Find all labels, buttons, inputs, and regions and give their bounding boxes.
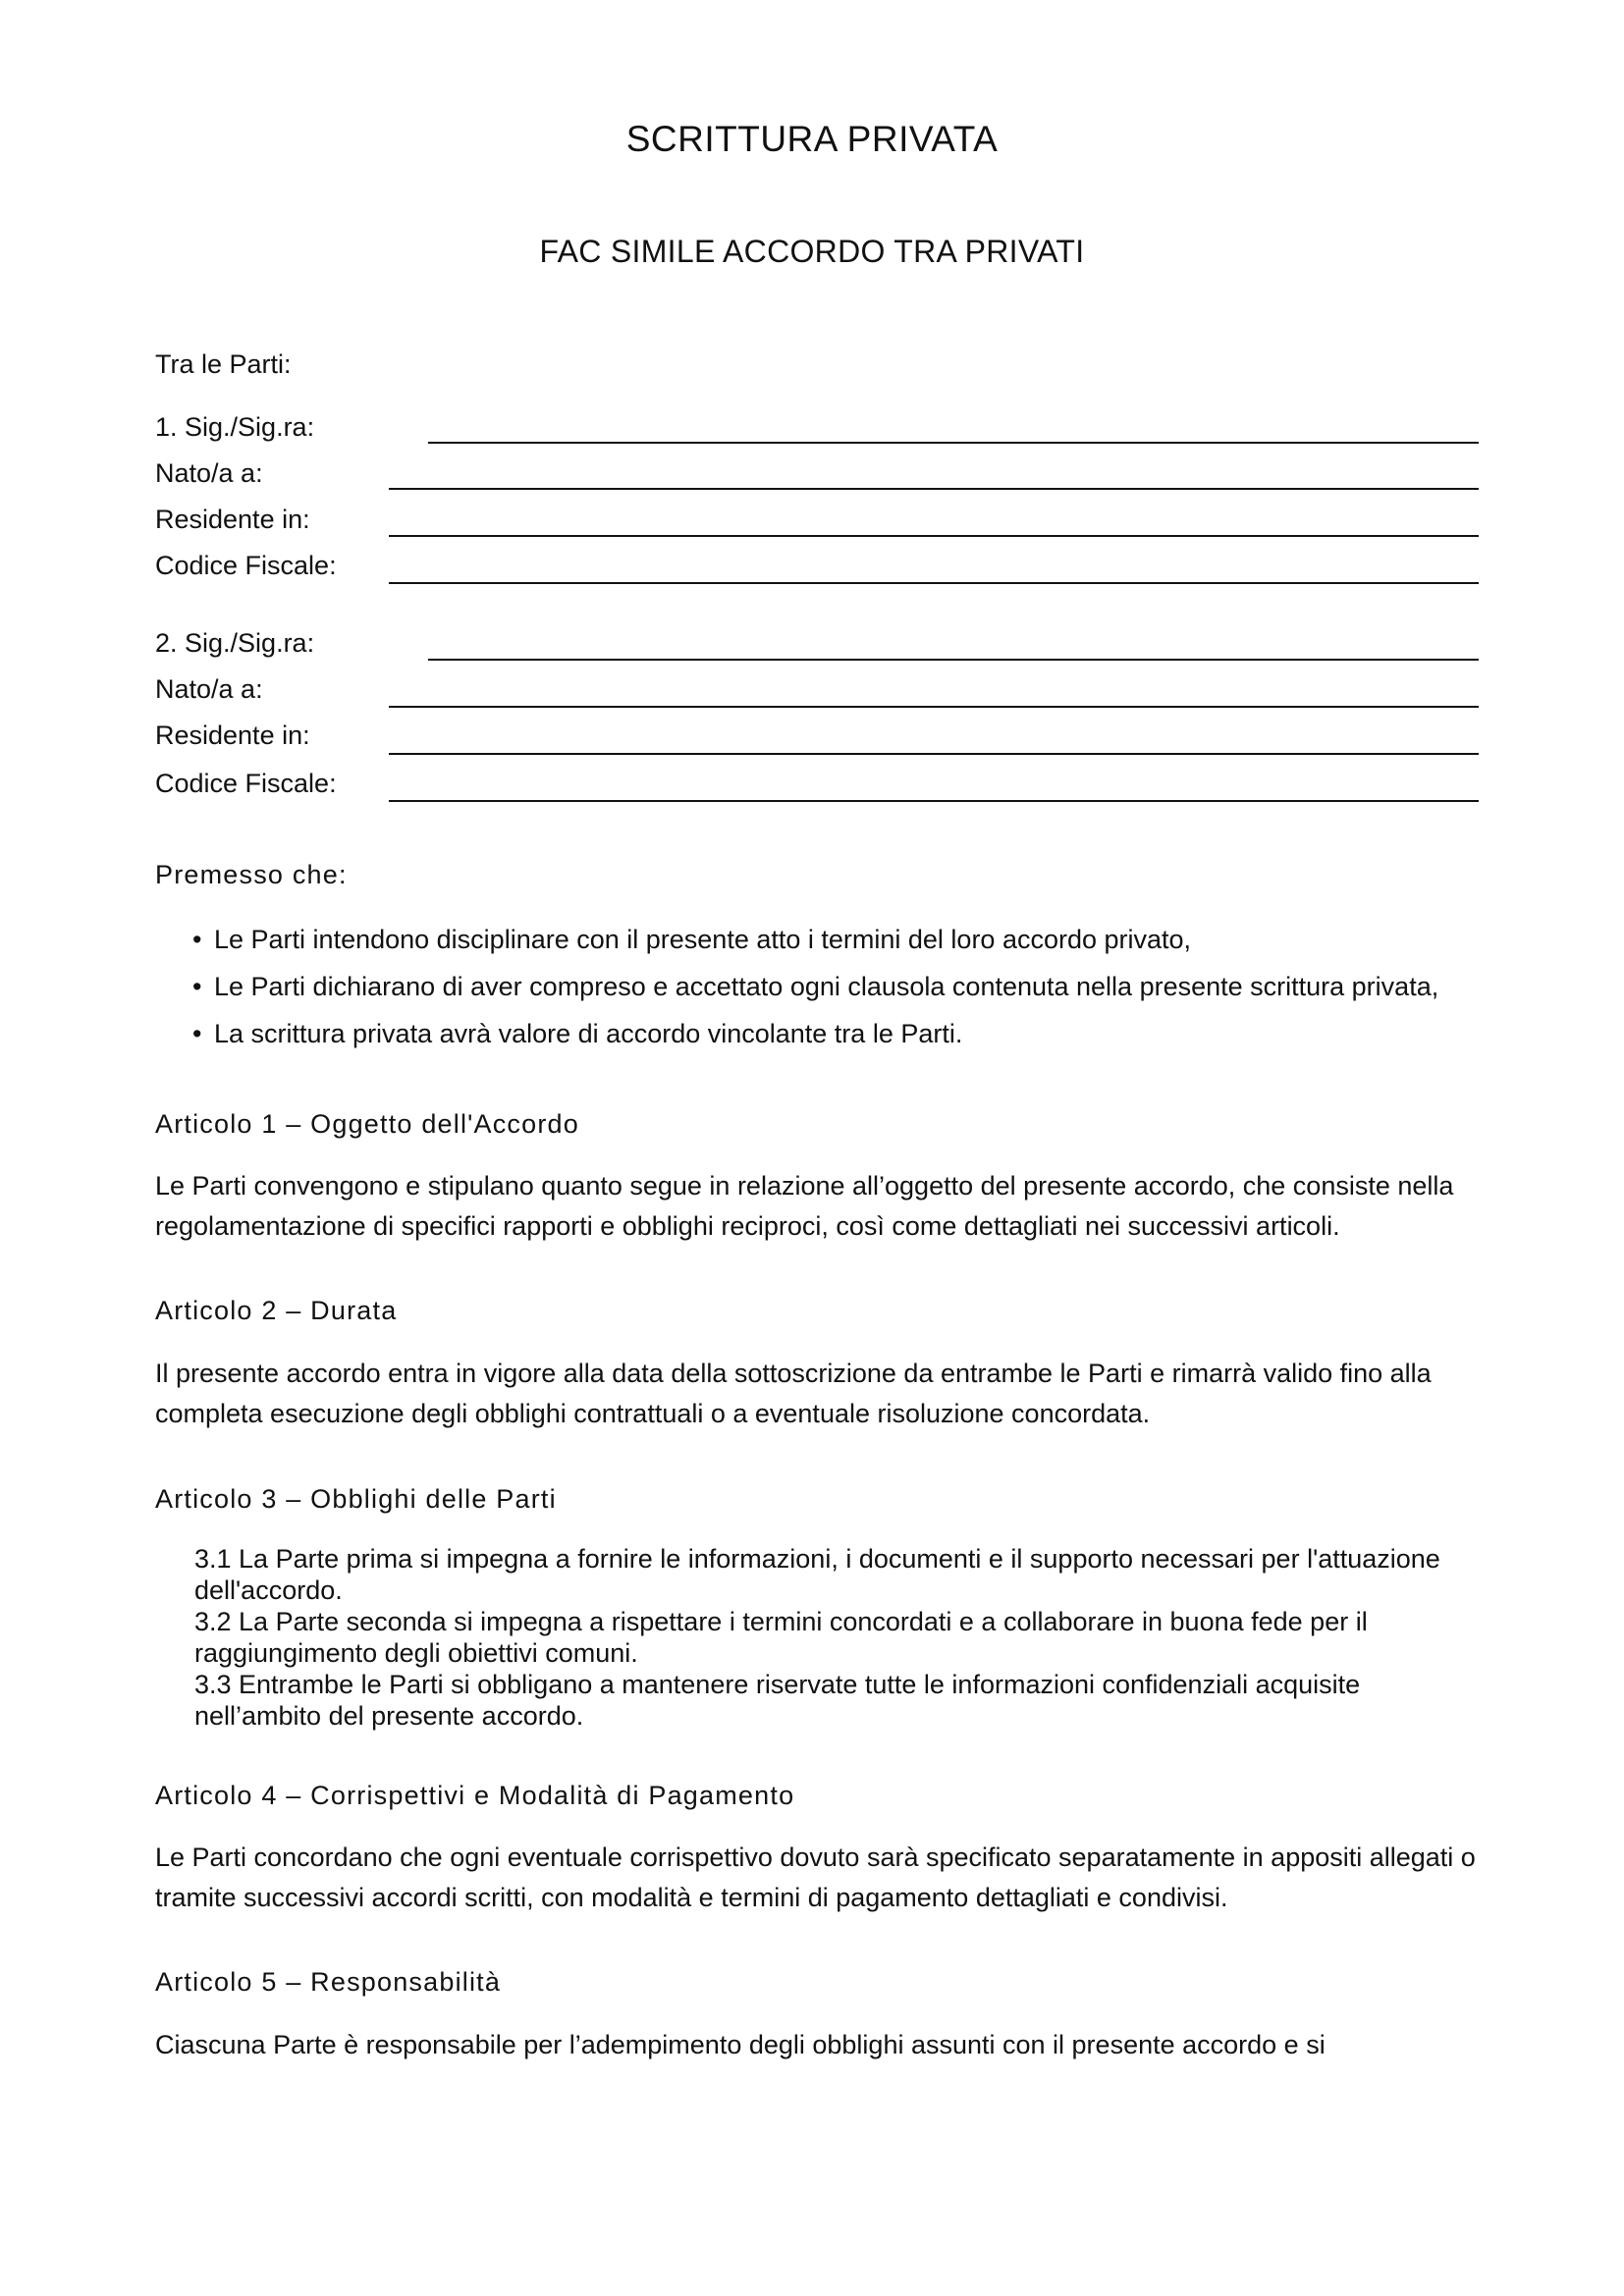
party1-name-field[interactable]	[428, 442, 1479, 444]
bullet-icon: •	[192, 1019, 202, 1048]
document-title: SCRITTURA PRIVATA	[625, 119, 999, 159]
premise-heading: Premesso che:	[155, 860, 348, 889]
premise-item: • Le Parti intendono disciplinare con il presente atto i termini del loro accordo privato,	[192, 916, 1498, 963]
party2-name-field[interactable]	[428, 659, 1479, 661]
article5-heading: Articolo 5 – Responsabilità	[155, 1967, 502, 1997]
party2-tax-field[interactable]	[389, 800, 1479, 802]
party2-tax-label: Codice Fiscale:	[155, 769, 337, 798]
clause-3-3: 3.3 Entrambe le Parti si obbligano a mantenere riservate tutte le informazioni confidenziali acquisite nell’ambito del presente accordo.	[194, 1670, 1361, 1731]
party1-tax-label: Codice Fiscale:	[155, 551, 337, 580]
party1-tax-field[interactable]	[389, 582, 1479, 584]
article4-text: Le Parti concordano che ogni eventuale corrispettivo dovuto sarà specificato separatamente in appositi allegati o tramite successivi accordi scritti, con modalità e termini di pagamento dettagliati e condivisi.	[155, 1842, 1476, 1912]
bullet-icon: •	[192, 972, 202, 1001]
party1-birth-label: Nato/a a:	[155, 458, 263, 488]
party2-name-label: 2. Sig./Sig.ra:	[155, 628, 315, 658]
article1-heading: Articolo 1 – Oggetto dell'Accordo	[155, 1109, 579, 1139]
article3-clauses	[194, 1543, 1471, 1732]
party1-residence-field[interactable]	[389, 535, 1479, 537]
premise-item: • La scrittura privata avrà valore di accordo vincolante tra le Parti.	[192, 1010, 1498, 1057]
clause-3-1: 3.1 La Parte prima si impegna a fornire le informazioni, i documenti e il supporto necessari per l'attuazione dell'accordo.	[194, 1544, 1440, 1605]
party1-birth-field[interactable]	[389, 488, 1479, 490]
clause-3-2: 3.2 La Parte seconda si impegna a rispettare i termini concordati e a collaborare in buona fede per il raggiungimento degli obiettivi comuni.	[194, 1607, 1368, 1668]
bullet-icon: •	[192, 925, 202, 954]
premise-list	[192, 916, 1498, 1057]
document-subtitle: FAC SIMILE ACCORDO TRA PRIVATI	[539, 234, 1085, 269]
article2-text: Il presente accordo entra in vigore alla data della sottoscrizione da entrambe le Parti e rimarrà valido fino alla completa esecuzione degli obblighi contrattuali o a eventuale risoluzione concordata.	[155, 1359, 1432, 1428]
article3-heading: Articolo 3 – Obblighi delle Parti	[155, 1484, 557, 1514]
party2-birth-label: Nato/a a:	[155, 674, 263, 704]
party2-residence-label: Residente in:	[155, 721, 310, 750]
party1-name-label: 1. Sig./Sig.ra:	[155, 412, 315, 442]
article5-text: Ciascuna Parte è responsabile per l’adempimento degli obblighi assunti con il presente accordo e si	[155, 2030, 1326, 2059]
article2-heading: Articolo 2 – Durata	[155, 1296, 398, 1325]
parties-intro: Tra le Parti:	[155, 349, 292, 379]
article1-text: Le Parti convengono e stipulano quanto segue in relazione all’oggetto del presente accordo, che consiste nella regolamentazione di specifici rapporti e obblighi reciproci, così come dettagliati nei successivi articoli.	[155, 1171, 1454, 1241]
party1-residence-label: Residente in:	[155, 505, 310, 534]
article4-heading: Articolo 4 – Corrispettivi e Modalità di Pagamento	[155, 1781, 795, 1810]
premise-item: • Le Parti dichiarano di aver compreso e accettato ogni clausola contenuta nella presente scrittura privata,	[192, 963, 1498, 1010]
party2-residence-field[interactable]	[389, 753, 1479, 755]
party2-birth-field[interactable]	[389, 706, 1479, 708]
